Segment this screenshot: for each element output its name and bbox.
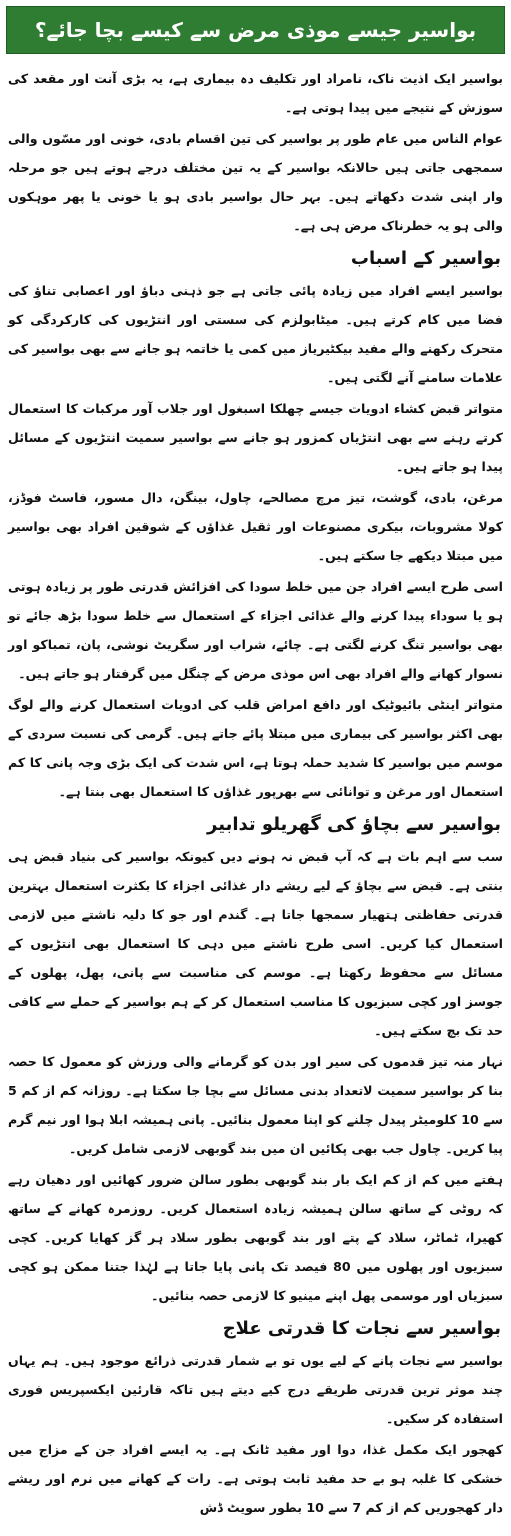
paragraph: عوام الناس میں عام طور پر بواسیر کی تین اقسام بادی، خونی اور مسّوں والی سمجھی جاتی ہیں حالانکہ بواسیر کے یہ تین مختلف درجے ہوتے ہیں جو مرحلہ وار اپنی شدت دکھاتے ہیں۔ بہر حال بواسیر بادی ہو یا خونی یا پھر موہکوں والی ہو یہ خطرناک مرض ہی ہے۔ <box>8 131 503 233</box>
paragraph: بواسیر سے نجات پانے کے لیے یوں تو بے شمار قدرتی ذرائع موجود ہیں۔ ہم یہاں چند موثر ترین قدرتی طریقے درج کیے دیتے ہیں تاکہ قارئین ایکسپریس فوری استفادہ کر سکیں۔ <box>8 1353 503 1426</box>
section-heading-causes: بواسیر کے اسباب <box>350 248 501 269</box>
paragraph: نہار منہ تیز قدموں کی سیر اور بدن کو گرمانے والی ورزش کو معمول کا حصہ بنا کر بواسیر سمیت لاتعداد بدنی مسائل سے بچا جا سکتا ہے۔ روزانہ کم از کم 5 سے 10 کلومیٹر پیدل چلنے کو اپنا معمول بنائیں۔ پانی ہمیشہ ابلا ہوا اور نیم گرم پیا کریں۔ چاول جب بھی پکائیں ان میں بند گوبھی لازمی شامل کریں۔ <box>8 1054 504 1156</box>
paragraph: متواتر اینٹی بائیوٹیک اور دافع امراض قلب کی ادویات استعمال کرنے والے لوگ بھی اکثر بواسیر کی بیماری میں مبتلا پائے جاتے ہیں۔ گرمی کی نسبت سردی کے موسم میں بواسیر کا شدید حملہ ہوتا ہے، اس شدت کی ایک بڑی وجہ پانی کا کم استعمال اور مرغن و توانائی سے بھرپور غذاؤں کا استعمال بھی بنتا ہے۔ <box>8 697 503 799</box>
paragraph: مرغن، بادی، گوشت، تیز مرچ مصالحے، چاول، بینگن، دال مسور، فاسٹ فوڈز، کولا مشروبات، بیکری مصنوعات اور ثقیل غذاؤں کے شوقین افراد بھی بواسیر میں مبتلا دیکھے جا سکتے ہیں۔ <box>8 490 503 563</box>
paragraph: اسی طرح ایسے افراد جن میں خلط سودا کی افزائش قدرتی طور پر زیادہ ہوتی ہو یا سوداء پیدا کرنے والے غذائی اجزاء کے استعمال سے خلط سودا بڑھ جائے تو بھی بواسیر تنگ کرنے لگتی ہے۔ چائے، شراب اور سگریٹ نوشی، پان، تمباکو اور نسوار کھانے والے افراد بھی اس موذی مرض کے چنگل میں گرفتار ہو جاتے ہیں۔ <box>8 579 503 681</box>
paragraph: بواسیر ایک اذیت ناک، نامراد اور تکلیف دہ بیماری ہے، یہ بڑی آنت اور مقعد کی سوزش کے نتیجے میں پیدا ہوتی ہے۔ <box>8 71 503 115</box>
article-title-banner <box>6 6 505 54</box>
article-title: بواسیر جیسے موذی مرض سے کیسے بچا جائے؟ <box>34 18 477 42</box>
paragraph: سب سے اہم بات ہے کہ آپ قبض نہ ہونے دیں کیونکہ بواسیر کی بنیاد قبض ہی بنتی ہے۔ قبض سے بچاؤ کے لیے ریشے دار غذائی اجزاء کا بکثرت استعمال بہترین قدرتی حفاظتی ہتھیار سمجھا جاتا ہے۔ گندم اور جو کا دلیہ ناشتے میں لازمی استعمال کیا کریں۔ اسی طرح ناشتے میں دہی کا استعمال بھی انتڑیوں کے مسائل سے محفوظ رکھتا ہے۔ موسم کی مناسبت سے پانی، پھل، پھلوں کے جوسز اور کچی سبزیوں کا مناسب استعمال کر کے ہم بواسیر کے حملے سے کافی حد تک بچ سکتے ہیں۔ <box>8 849 503 1038</box>
paragraph: متواتر قبض کشاء ادویات جیسے چھلکا اسبغول اور جلاب آور مرکبات کا استعمال کرتے رہنے سے بھی انتڑیاں کمزور ہو جانے سے بواسیر سمیت انتڑیوں کے مسائل پیدا ہو جاتے ہیں۔ <box>8 401 503 474</box>
article-body <box>0 64 511 1522</box>
section-heading-prevention: بواسیر سے بچاؤ کی گھریلو تدابیر <box>207 814 501 835</box>
paragraph: ہفتے میں کم از کم ایک بار بند گوبھی بطور سالن ضرور کھائیں اور دھیان رہے کہ روٹی کے ساتھ سالن ہمیشہ زیادہ استعمال کریں۔ روزمرہ کھانے کے ساتھ کھیرا، ٹماٹر، سلاد کے پتے اور بند گوبھی بطور سلاد ہر گز کھایا کریں۔ کچی سبزیوں اور پھلوں میں 80 فیصد تک پانی پایا جاتا ہے لہٰذا جتنا ممکن ہو کچی سبزیاں اور موسمی پھل اپنے مینیو کا لازمی حصہ بنائیں۔ <box>8 1172 504 1303</box>
paragraph: کھجور ایک مکمل غذا، دوا اور مفید ٹانک ہے۔ یہ ایسے افراد جن کے مزاج میں خشکی کا غلبہ ہو بے حد مفید ثابت ہوتی ہے۔ رات کے کھانے میں نرم اور ریشے دار کھجوریں کم از کم 7 سے 10 بطور سویٹ ڈش <box>8 1442 503 1515</box>
paragraph: بواسیر ایسے افراد میں زیادہ پائی جاتی ہے جو ذہنی دباؤ اور اعصابی تناؤ کی فضا میں کام کرتے ہیں۔ میٹابولزم کی سستی اور انتڑیوں کی کارکردگی کو متحرک رکھنے والے مفید بیکٹیریاز میں کمی یا خاتمہ ہو جانے سے بھی بواسیر کی علامات سامنے آنے لگتی ہیں۔ <box>8 283 503 385</box>
section-heading-natural-treatment: بواسیر سے نجات کا قدرتی علاج <box>222 1318 501 1339</box>
